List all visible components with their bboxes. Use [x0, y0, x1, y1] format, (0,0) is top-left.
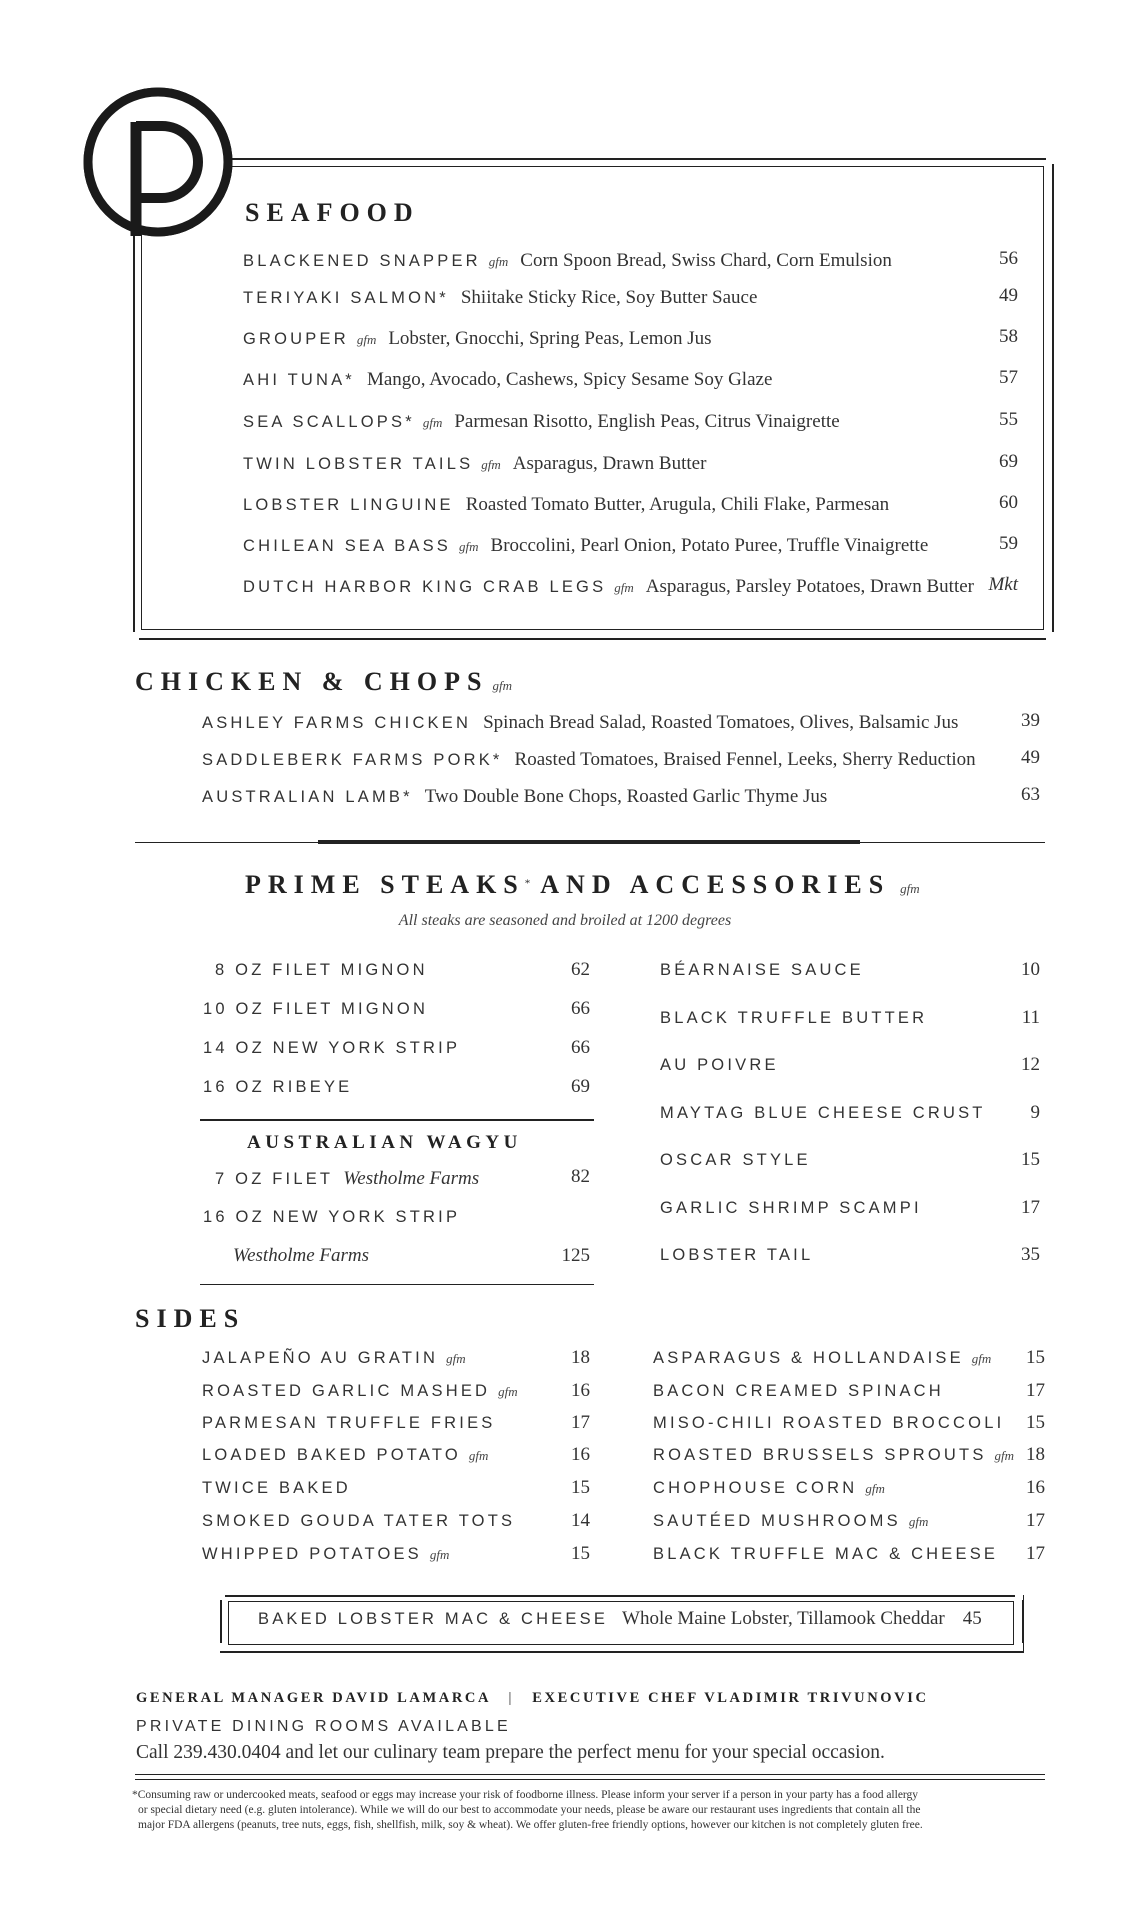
footer-rule-1: [135, 1774, 1045, 1775]
seafood-item-desc: Asparagus, Drawn Butter: [512, 453, 707, 474]
seafood-item-price: 60: [999, 492, 1018, 513]
seafood-item-desc: Lobster, Gnocchi, Spring Peas, Lemon Jus: [388, 328, 712, 349]
accessory-item-price: 10: [1021, 959, 1040, 980]
chicken-item-desc: Two Double Bone Chops, Roasted Garlic Thyme Jus: [424, 786, 828, 807]
chicken-item-price: 49: [1021, 747, 1040, 768]
seafood-item-desc: Broccolini, Pearl Onion, Potato Puree, Truffle Vinaigrette: [490, 535, 929, 556]
side-item-price: 15: [571, 1543, 590, 1564]
steak-item-price: 62: [571, 959, 590, 980]
chicken-item: [202, 786, 827, 808]
seafood-item-desc: Roasted Tomato Butter, Arugula, Chili Flake, Parmesan: [465, 494, 890, 515]
side-item-price: 15: [1026, 1347, 1045, 1368]
seafood-item-price: 69: [999, 451, 1018, 472]
side-item-name: PARMESAN TRUFFLE FRIES: [202, 1414, 496, 1432]
side-item-gf: gfm: [971, 1351, 992, 1366]
side-item: [653, 1545, 998, 1564]
side-item: [653, 1382, 944, 1401]
seafood-item-name: DUTCH HARBOR KING CRAB LEGS: [243, 578, 607, 596]
chicken-item-desc: Spinach Bread Salad, Roasted Tomatoes, Olives, Balsamic Jus: [483, 712, 959, 733]
chicken-gf-badge: gfm: [492, 678, 512, 693]
seafood-item: [243, 369, 772, 391]
seafood-item-name: AHI TUNA*: [243, 371, 355, 389]
side-item: [202, 1349, 466, 1368]
side-item-price: 15: [1026, 1412, 1045, 1433]
seafood-item-desc: Mango, Avocado, Cashews, Spicy Sesame Soy Glaze: [366, 369, 773, 390]
side-item-gf: gfm: [994, 1448, 1015, 1463]
seafood-item-gf: gfm: [488, 254, 509, 269]
seafood-item-gf: gfm: [356, 332, 377, 347]
wagyu-item-1-farm: Westholme Farms: [343, 1168, 480, 1189]
footnote-line-3: major FDA allergens (peanuts, tree nuts, eggs, fish, shellfish, milk, soy & wheat). We offer gluten-free friendly options, however our kitchen is not completely gluten free.: [138, 1819, 923, 1831]
wagyu-item-2-price: 125: [561, 1245, 590, 1266]
seafood-item-desc: Parmesan Risotto, English Peas, Citrus Vinaigrette: [454, 411, 840, 432]
seafood-item-price: Mkt: [988, 574, 1018, 595]
side-item: [202, 1414, 496, 1433]
seafood-item-name: TERIYAKI SALMON*: [243, 289, 449, 307]
steak-item-price: 66: [571, 1037, 590, 1058]
lobster-mac-row: [258, 1608, 982, 1630]
logo-overlay: [80, 84, 240, 244]
accessory-item-price: 11: [1021, 1007, 1040, 1028]
wagyu-bottom-rule: [200, 1284, 594, 1285]
side-item-price: 17: [571, 1412, 590, 1433]
allergy-footnote: [132, 1788, 1062, 1833]
chicken-item: [202, 712, 958, 734]
chicken-heading-row: [135, 667, 512, 697]
sides-heading: SIDES: [135, 1304, 246, 1333]
seafood-item: [243, 287, 757, 309]
seafood-item-price: 57: [999, 367, 1018, 388]
side-item-price: 18: [571, 1347, 590, 1368]
side-item-name: WHIPPED POTATOES: [202, 1545, 422, 1563]
chicken-item-name: AUSTRALIAN LAMB*: [202, 788, 413, 806]
side-item-gf: gfm: [446, 1351, 466, 1366]
accessory-item-price: 12: [1021, 1054, 1040, 1075]
side-item: [653, 1512, 928, 1531]
steaks-heading-b: AND ACCESSORIES: [540, 870, 891, 899]
lobster-mac-price: 45: [962, 1608, 982, 1629]
private-dining-title: PRIVATE DINING ROOMS AVAILABLE: [136, 1718, 511, 1735]
accessory-item-price: 9: [1030, 1102, 1040, 1123]
accessory-item-price: 35: [1021, 1244, 1040, 1265]
seafood-item-price: 59: [999, 533, 1018, 554]
chicken-item: [202, 749, 976, 771]
side-item-gf: gfm: [865, 1481, 885, 1496]
seafood-item-name: GROUPER: [243, 330, 349, 348]
side-item-gf: gfm: [908, 1514, 929, 1529]
side-item-name: LOADED BAKED POTATO: [202, 1446, 461, 1464]
seafood-item: [243, 411, 840, 433]
seafood-item: [243, 250, 892, 272]
side-item-gf: gfm: [498, 1384, 518, 1399]
side-item-price: 17: [1026, 1543, 1045, 1564]
side-item-name: CHOPHOUSE CORN: [653, 1479, 858, 1497]
steaks-heading-a: PRIME STEAKS: [245, 870, 525, 899]
footnote-line-1: *Consuming raw or undercooked meats, seafood or eggs may increase your risk of foodborne illness. Please inform your server if a person in your party has a food allergy: [132, 1789, 919, 1801]
wagyu-item-1-price: 82: [571, 1166, 590, 1187]
lobster-mac-name: BAKED LOBSTER MAC & CHEESE: [258, 1610, 609, 1628]
side-item-price: 17: [1026, 1380, 1045, 1401]
side-item-gf: gfm: [429, 1547, 450, 1562]
seafood-item-price: 55: [999, 409, 1018, 430]
seafood-item-name: LOBSTER LINGUINE: [243, 496, 454, 514]
seafood-item-desc: Shiitake Sticky Rice, Soy Butter Sauce: [460, 287, 758, 308]
steaks-heading-row: [245, 870, 920, 900]
footer-rule-2: [135, 1779, 1045, 1780]
seafood-item: [243, 576, 974, 598]
seafood-frame-inner: [141, 166, 1044, 630]
side-item-name: BACON CREAMED SPINACH: [653, 1382, 944, 1400]
executive-chef: EXECUTIVE CHEF VLADIMIR TRIVUNOVIC: [532, 1690, 929, 1706]
chicken-item-desc: Roasted Tomatoes, Braised Fennel, Leeks, Sherry Reduction: [514, 749, 976, 770]
section-divider-bold: [318, 840, 860, 844]
accessory-item-price: 15: [1021, 1149, 1040, 1170]
seafood-item-desc: Corn Spoon Bread, Swiss Chard, Corn Emulsion: [520, 250, 892, 271]
side-item-price: 18: [1026, 1444, 1045, 1465]
side-item-price: 16: [1026, 1477, 1045, 1498]
accessory-item-name: OSCAR STYLE: [660, 1151, 811, 1169]
seafood-item: [243, 328, 712, 350]
side-item-name: SAUTÉED MUSHROOMS: [653, 1512, 901, 1530]
wagyu-item-1: [215, 1168, 479, 1190]
steak-item-name: 8 OZ FILET MIGNON: [215, 961, 428, 979]
side-item-name: JALAPEÑO AU GRATIN: [202, 1349, 439, 1367]
wagyu-top-rule: [200, 1119, 594, 1121]
steaks-heading-star: *: [524, 877, 531, 890]
side-item-price: 17: [1026, 1510, 1045, 1531]
accessory-item-name: LOBSTER TAIL: [660, 1246, 814, 1264]
side-item-name: MISO-CHILI ROASTED BROCCOLI: [653, 1414, 1005, 1432]
side-item: [653, 1446, 1014, 1465]
seafood-item-gf: gfm: [481, 457, 501, 472]
steaks-gf-badge: gfm: [900, 881, 920, 896]
staff-separator: |: [508, 1690, 515, 1706]
staff-line: [136, 1690, 929, 1707]
wagyu-item-1-name: 7 OZ FILET: [215, 1170, 334, 1188]
steak-item-name: 16 OZ RIBEYE: [203, 1078, 353, 1096]
seafood-item: [243, 453, 706, 475]
side-item: [202, 1479, 351, 1498]
seafood-item-gf: gfm: [614, 580, 634, 595]
accessory-item-price: 17: [1021, 1197, 1040, 1218]
seafood-item-gf: gfm: [422, 415, 443, 430]
seafood-item-price: 58: [999, 326, 1018, 347]
seafood-item-name: CHILEAN SEA BASS: [243, 537, 452, 555]
seafood-item-desc: Asparagus, Parsley Potatoes, Drawn Butter: [645, 576, 974, 597]
side-item-name: TWICE BAKED: [202, 1479, 351, 1497]
side-item-price: 15: [571, 1477, 590, 1498]
seafood-item-price: 56: [999, 248, 1018, 269]
seafood-item-gf: gfm: [459, 539, 479, 554]
side-item-name: SMOKED GOUDA TATER TOTS: [202, 1512, 516, 1530]
chicken-heading: CHICKEN & CHOPS: [135, 667, 489, 696]
steak-item-price: 66: [571, 998, 590, 1019]
steaks-subtitle: [0, 912, 1146, 930]
side-item: [202, 1512, 515, 1531]
accessory-item-name: GARLIC SHRIMP SCAMPI: [660, 1199, 922, 1217]
side-item-name: ROASTED BRUSSELS SPROUTS: [653, 1446, 987, 1464]
accessory-item-name: MAYTAG BLUE CHEESE CRUST: [660, 1104, 986, 1122]
seafood-item: [243, 494, 889, 516]
side-item: [653, 1414, 1004, 1433]
steak-item-name: 10 OZ FILET MIGNON: [203, 1000, 429, 1018]
chicken-item-price: 63: [1021, 784, 1040, 805]
side-item-price: 14: [571, 1510, 590, 1531]
side-item-price: 16: [571, 1444, 590, 1465]
side-item-gf: gfm: [468, 1448, 489, 1463]
seafood-heading: SEAFOOD: [245, 198, 420, 227]
accessory-item-name: AU POIVRE: [660, 1056, 779, 1074]
steak-item-name: 14 OZ NEW YORK STRIP: [203, 1039, 461, 1057]
footnote-line-2: or special dietary need (e.g. gluten intolerance). While we will do our best to accommodate your needs, please be aware our restaurant uses ingredients that contain all the: [138, 1804, 921, 1816]
seafood-item-price: 49: [999, 285, 1018, 306]
seafood-item: [243, 535, 928, 557]
wagyu-heading: AUSTRALIAN WAGYU: [247, 1132, 522, 1153]
side-item: [202, 1446, 488, 1465]
side-item-name: BLACK TRUFFLE MAC & CHEESE: [653, 1545, 999, 1563]
seafood-item-name: SEA SCALLOPS*: [243, 413, 415, 431]
wagyu-item-2-farm: Westholme Farms: [233, 1245, 369, 1266]
chicken-item-price: 39: [1021, 710, 1040, 731]
private-dining-text: Call 239.430.0404 and let our culinary team prepare the perfect menu for your special occasion.: [136, 1742, 885, 1763]
accessory-item-name: BÉARNAISE SAUCE: [660, 961, 864, 979]
seafood-item-name: BLACKENED SNAPPER: [243, 252, 481, 270]
chicken-item-name: ASHLEY FARMS CHICKEN: [202, 714, 472, 732]
side-item: [653, 1349, 991, 1368]
side-item-name: ASPARAGUS & HOLLANDAISE: [653, 1349, 964, 1367]
steaks-subtitle-text: All steaks are seasoned and broiled at 1200 degrees: [398, 912, 732, 929]
steak-item-price: 69: [571, 1076, 590, 1097]
lobster-mac-desc: Whole Maine Lobster, Tillamook Cheddar: [622, 1608, 945, 1629]
wagyu-item-2-name: 16 OZ NEW YORK STRIP: [203, 1208, 461, 1226]
side-item-price: 16: [571, 1380, 590, 1401]
general-manager: GENERAL MANAGER DAVID LAMARCA: [136, 1690, 491, 1706]
side-item: [653, 1479, 885, 1498]
side-item: [202, 1382, 518, 1401]
side-item: [202, 1545, 449, 1564]
side-item-name: ROASTED GARLIC MASHED: [202, 1382, 491, 1400]
chicken-item-name: SADDLEBERK FARMS PORK*: [202, 751, 503, 769]
seafood-item-name: TWIN LOBSTER TAILS: [243, 455, 474, 473]
accessory-item-name: BLACK TRUFFLE BUTTER: [660, 1009, 928, 1027]
